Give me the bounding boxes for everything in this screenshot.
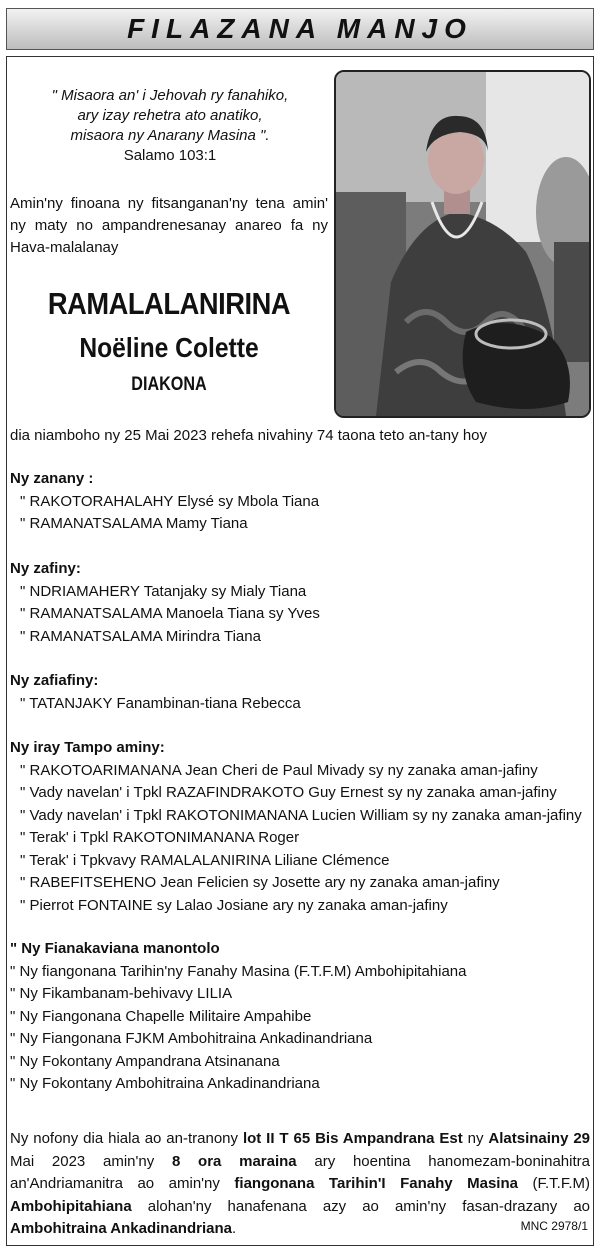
detail-text: Ny nofony dia hiala ao an-tranony — [10, 1130, 243, 1147]
list-item: " Ny Fokontany Ampandrana Atsinanana — [10, 1052, 280, 1070]
quote-reference: Salamo 103:1 — [123, 147, 217, 164]
children-section — [10, 468, 590, 536]
portrait-image — [336, 72, 589, 416]
list-item: " Terak' i Tpkl RAKOTONIMANANA Roger — [20, 829, 300, 846]
detail-text: alohan'ny hanafenana azy ao amin'ny fasan-drazany ao — [131, 1197, 590, 1215]
deceased-given-names: Noëline Colette — [79, 332, 259, 363]
list-item: " Ny Fiangonana Chapelle Militaire Ampahibe — [10, 1007, 312, 1025]
list-item: " RAKOTORAHALAHY Elysé sy Mbola Tiana — [20, 492, 320, 510]
detail-church: fiangonana Tarihin'I Fanahy Masina — [234, 1175, 518, 1192]
quote-line: ary izay rehetra ato anatiko, — [77, 107, 263, 124]
list-item: " Pierrot FONTAINE sy Lalao Josiane ary ny zanaka aman-jafiny — [20, 896, 448, 914]
notice-header — [6, 8, 594, 50]
list-item: " RAKOTOARIMANANA Jean Cheri de Paul Mivady sy ny zanaka aman-jafiny — [20, 761, 538, 779]
list-item: " TATANJAKY Fanambinan-tiana Rebecca — [20, 694, 301, 712]
list-item: " RAMANATSALAMA Mirindra Tiana — [20, 627, 261, 645]
detail-text: Mai 2023 amin'ny — [10, 1152, 172, 1170]
bible-quote — [20, 86, 320, 166]
detail-text: ary hoentina hanomezam-boninahitra an'Andriamanitra ao amin'ny — [10, 1152, 590, 1192]
section-heading: Ny zanany : — [10, 470, 94, 487]
section-heading: Ny iray Tampo aminy: — [10, 739, 165, 756]
detail-address: lot II T 65 Bis Ampandrana Est — [242, 1130, 463, 1147]
deceased-surname: RAMALALANIRINA — [47, 286, 291, 321]
intro-text: Amin'ny finoana ny fitsanganan'ny tena amin' ny maty no ampandrenesanay anareo fa ny Hava-malalanay — [10, 195, 328, 256]
section-heading: " Ny Fianakaviana manontolo — [10, 940, 220, 957]
deceased-title: DIAKONA — [131, 374, 207, 395]
detail-text: . — [231, 1220, 237, 1237]
grandchildren-section — [10, 558, 590, 648]
funeral-details — [10, 1128, 590, 1241]
list-item: " RAMANATSALAMA Manoela Tiana sy Yves — [20, 605, 320, 622]
list-item: " NDRIAMAHERY Tatanjaky sy Mialy Tiana — [20, 582, 307, 600]
list-item: " Vady navelan' i Tpkl RAZAFINDRAKOTO Guy Ernest sy ny zanaka aman-jafiny — [20, 784, 557, 801]
portrait-photo — [334, 70, 591, 418]
list-item: " Ny fiangonana Tarihin'ny Fanahy Masina (F.T.F.M) Ambohipitahiana — [10, 962, 467, 980]
detail-text: ny — [462, 1130, 489, 1147]
detail-church-location: Ambohipitahiana — [10, 1197, 132, 1215]
list-item: " Ny Fikambanam-behivavy LILIA — [10, 985, 233, 1002]
death-notice: dia niamboho ny 25 Mai 2023 rehefa nivahiny 74 taona teto an-tany hoy — [10, 427, 487, 444]
relatives-section — [10, 737, 590, 917]
reference-code: MNC 2978/1 — [520, 1219, 588, 1233]
list-item: " Ny Fiangonana FJKM Ambohitraina Ankadinandriana — [10, 1030, 373, 1047]
list-item: " RABEFITSEHENO Jean Felicien sy Josette ary ny zanaka aman-jafiny — [20, 874, 500, 891]
list-item: " Ny Fokontany Ambohitraina Ankadinandriana — [10, 1075, 320, 1092]
detail-burial-place: Ambohitraina Ankadinandriana — [10, 1220, 232, 1237]
list-item: " Vady navelan' i Tpkl RAKOTONIMANANA Lucien William sy ny zanaka aman-jafiny — [20, 806, 582, 824]
detail-date: Alatsinainy 29 — [488, 1130, 591, 1147]
quote-line: misaora ny Anarany Masina ". — [70, 127, 270, 144]
detail-time: 8 ora maraina — [171, 1152, 297, 1170]
header-title: FILAZANA MANJO — [127, 13, 473, 44]
list-item: " RAMANATSALAMA Mamy Tiana — [20, 515, 248, 532]
great-grandchildren-section — [10, 670, 590, 715]
detail-text: (F.T.F.M) — [517, 1175, 590, 1192]
others-section — [10, 938, 590, 1096]
section-heading: Ny zafiafiny: — [10, 672, 99, 689]
quote-line: " Misaora an' i Jehovah ry fanahiko, — [51, 87, 289, 104]
list-item: " Terak' i Tpkvavy RAMALALANIRINA Liliane Clémence — [20, 851, 390, 869]
section-heading: Ny zafiny: — [10, 560, 81, 577]
